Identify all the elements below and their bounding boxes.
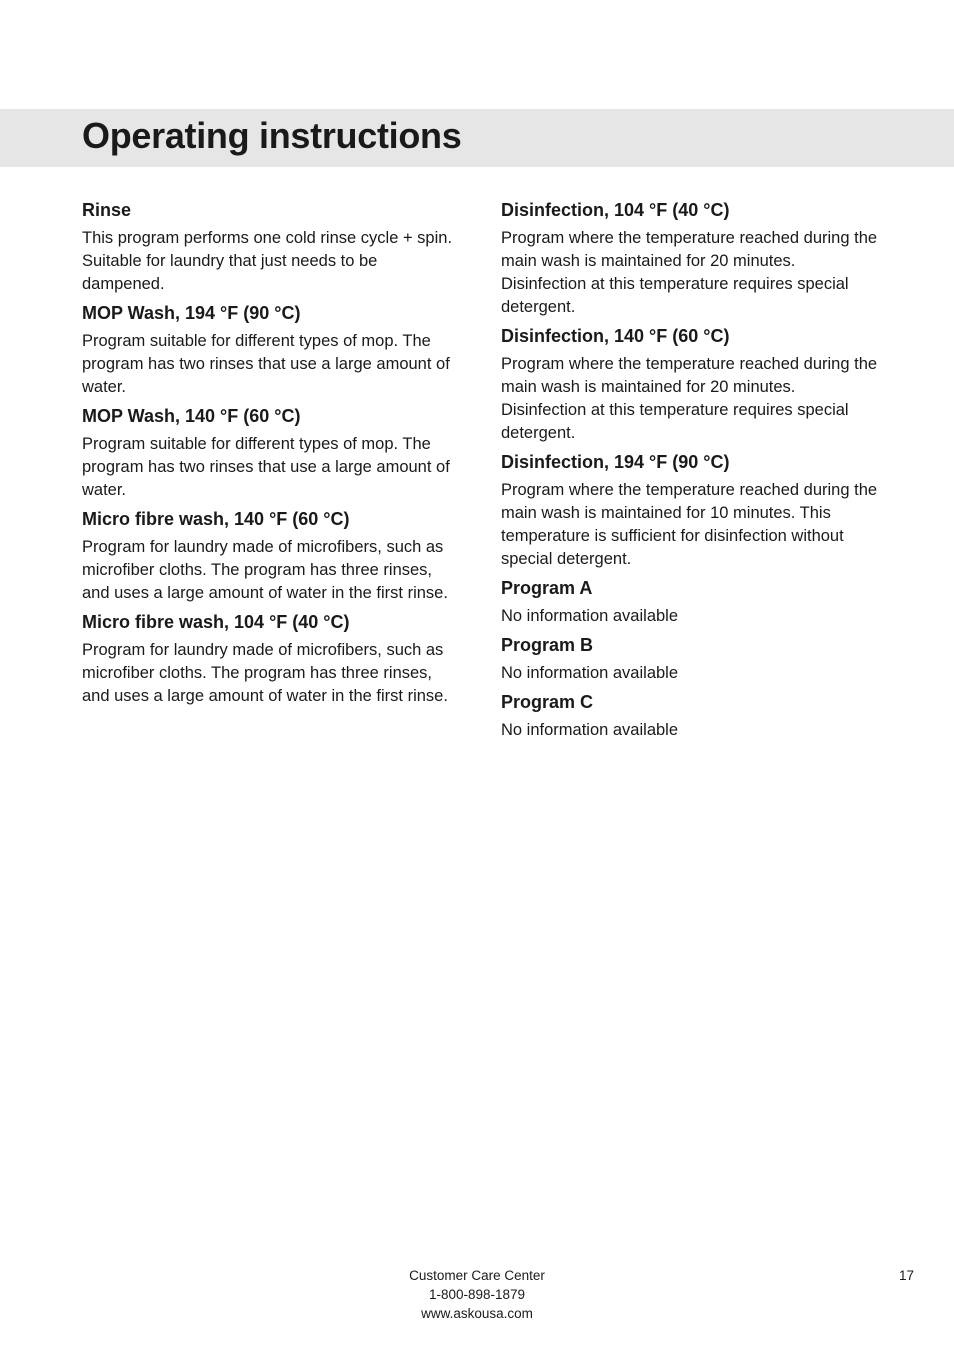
section-body: Program for laundry made of microfibers, such as microfiber cloths. The program has three rinses, and uses a large amount of water in the first rinse. xyxy=(82,538,448,602)
right-column xyxy=(501,198,879,747)
left-column xyxy=(82,198,460,713)
section-body: Program where the temperature reached during the main wash is maintained for 20 minutes. Disinfection at this temperature requires special detergent. xyxy=(501,229,878,316)
section-heading: Disinfection, 194 °F (90 °C) xyxy=(501,452,730,472)
section-heading: Micro fibre wash, 104 °F (40 °C) xyxy=(82,612,350,632)
section-heading: Program C xyxy=(501,692,594,712)
section-heading: Disinfection, 104 °F (40 °C) xyxy=(501,200,730,220)
page-title: Operating instructions xyxy=(82,115,462,156)
section-heading: Rinse xyxy=(82,200,132,220)
section-body: Program suitable for different types of mop. The program has two rinses that use a large amount of water. xyxy=(82,435,450,499)
footer-contact xyxy=(0,1266,954,1323)
section-body: No information available xyxy=(501,664,679,682)
section-heading: Disinfection, 140 °F (60 °C) xyxy=(501,326,730,346)
footer-line-website: www.askousa.com xyxy=(421,1306,533,1321)
section-body: Program suitable for different types of mop. The program has two rinses that use a large amount of water. xyxy=(82,332,450,396)
section-body: Program where the temperature reached during the main wash is maintained for 20 minutes. Disinfection at this temperature requires special detergent. xyxy=(501,355,878,442)
section-body: No information available xyxy=(501,607,679,625)
section-body: No information available xyxy=(501,721,679,739)
section-heading: MOP Wash, 194 °F (90 °C) xyxy=(82,303,301,323)
section-heading: Micro fibre wash, 140 °F (60 °C) xyxy=(82,509,350,529)
section-body: This program performs one cold rinse cycle + spin. Suitable for laundry that just needs to be dampened. xyxy=(82,229,453,293)
page-number: 17 xyxy=(898,1268,914,1283)
section-heading: Program B xyxy=(501,635,594,655)
footer-line-phone: 1-800-898-1879 xyxy=(428,1287,526,1302)
section-body: Program where the temperature reached during the main wash is maintained for 10 minutes. This temperature is sufficient for disinfection without special detergent. xyxy=(501,481,878,568)
section-heading: Program A xyxy=(501,578,593,598)
footer-line-care-center: Customer Care Center xyxy=(409,1268,545,1283)
section-body: Program for laundry made of microfibers, such as microfiber cloths. The program has three rinses, and uses a large amount of water in the first rinse. xyxy=(82,641,448,705)
section-heading: MOP Wash, 140 °F (60 °C) xyxy=(82,406,301,426)
